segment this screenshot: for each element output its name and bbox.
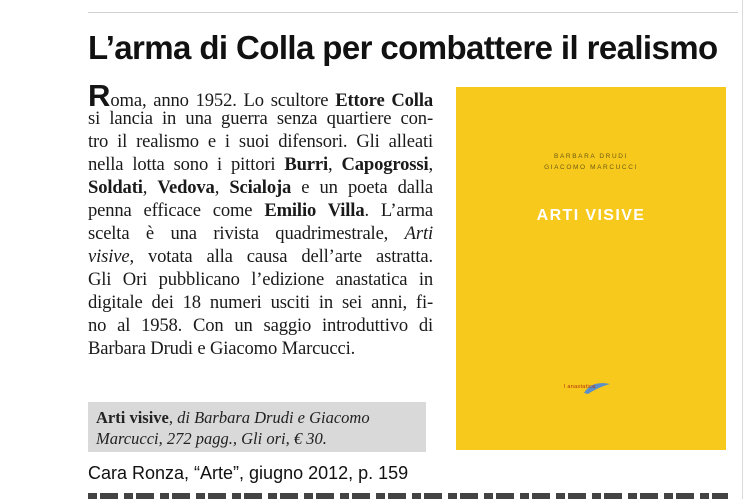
article-line: tro il realismo e i suoi difensori. Gli alleati bbox=[88, 131, 433, 152]
article-line: digitale dei 18 numeri usciti in sei anni, fi- bbox=[88, 292, 433, 313]
article-line: Soldati, Vedova, Scialoja e un poeta dalla bbox=[88, 177, 433, 198]
article-line: scelta è una rivista quadrimestrale, Arti bbox=[88, 223, 433, 244]
bold-name: Vedova bbox=[157, 177, 215, 198]
cover-authors bbox=[456, 151, 726, 173]
bold-name: Capogrossi bbox=[341, 154, 429, 175]
book-cover bbox=[456, 87, 726, 450]
italic-text: visive bbox=[88, 246, 130, 267]
italic-text: Marcucci, 272 pagg., Gli ori, € 30. bbox=[96, 429, 327, 448]
source-citation: Cara Ronza, “Arte”, giugno 2012, p. 159 bbox=[88, 463, 409, 483]
article-line: penna efficace come Emilio Villa. L’arma bbox=[88, 200, 433, 221]
article-line: nella lotta sono i pittori Burri, Capogrossi, bbox=[88, 154, 433, 175]
bibliography-line bbox=[96, 407, 418, 428]
bold-name: Emilio Villa bbox=[264, 200, 365, 221]
bold-name: Soldati bbox=[88, 177, 143, 198]
italic-text: , di Barbara Drudi e Giacomo bbox=[168, 408, 370, 427]
bold-name: Ettore Colla bbox=[335, 90, 433, 111]
cut-off-text-line bbox=[88, 489, 728, 499]
headline: L’arma di Colla per combattere il realismo bbox=[88, 29, 718, 66]
article-line: visive, votata alla causa dell’arte astratta. bbox=[88, 246, 433, 267]
publisher-logo bbox=[564, 381, 620, 395]
drop-cap: R bbox=[88, 78, 111, 113]
article-body bbox=[88, 78, 433, 360]
article-line: no al 1958. Con un saggio introduttivo di bbox=[88, 315, 433, 336]
bibliography-box bbox=[88, 402, 426, 452]
publisher-name: l anastatica bbox=[564, 384, 596, 390]
right-rule bbox=[742, 0, 743, 499]
cover-title: ARTI VISIVE bbox=[536, 207, 646, 224]
italic-text: Arti bbox=[404, 223, 433, 244]
bold-name: Burri bbox=[284, 154, 329, 175]
article-line: si lancia in una guerra senza quartiere con- bbox=[88, 108, 433, 129]
article-line: Roma, anno 1952. Lo scultore Ettore Colla bbox=[88, 78, 433, 113]
cover-author: GIACOMO MARCUCCI bbox=[544, 164, 638, 171]
bold-name: Arti visive bbox=[96, 408, 169, 427]
bibliography-line bbox=[96, 428, 418, 449]
bold-name: Scialoja bbox=[229, 177, 292, 198]
top-rule bbox=[88, 12, 738, 13]
article-line: Gli Ori pubblicano l’edizione anastatica in bbox=[88, 269, 433, 290]
article-line: Barbara Drudi e Giacomo Marcucci. bbox=[88, 338, 356, 359]
cover-author: BARBARA DRUDI bbox=[554, 153, 628, 160]
